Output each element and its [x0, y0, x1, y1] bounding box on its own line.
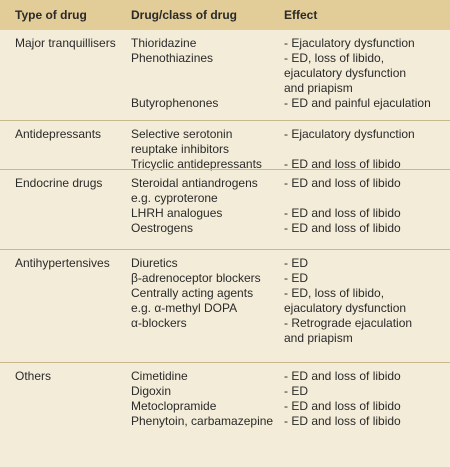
drug-effect: - ED and loss of libido — [284, 176, 401, 190]
drug-effect: - ED, loss of libido, — [284, 286, 385, 300]
drug-effect: - ED and loss of libido — [284, 206, 401, 220]
drug-name: e.g. α-methyl DOPA — [131, 301, 238, 315]
drug-name: Digoxin — [131, 384, 172, 398]
drug-name: Phenothiazines — [131, 51, 214, 65]
drug-name: Thioridazine — [131, 36, 197, 50]
drug-name: Oestrogens — [131, 221, 194, 235]
header-effect: Effect — [284, 8, 318, 22]
table-header — [0, 0, 450, 30]
table-row-group — [0, 120, 450, 169]
table-body — [0, 30, 450, 456]
drug-effect: - ED, loss of libido, — [284, 51, 385, 65]
drug-effect: and priapism — [284, 331, 353, 345]
drug-type-label: Antidepressants — [15, 127, 102, 141]
drug-effect: ejaculatory dysfunction — [284, 66, 407, 80]
drug-name: α-blockers — [131, 316, 187, 330]
header-drug-class: Drug/class of drug — [131, 8, 238, 22]
drug-name: Phenytoin, carbamazepine — [131, 414, 274, 428]
drug-effect: and priapism — [284, 81, 353, 95]
drug-effect: - ED and loss of libido — [284, 414, 401, 428]
drug-effect: ejaculatory dysfunction — [284, 301, 407, 315]
drug-name: Butyrophenones — [131, 96, 219, 110]
drug-effect: - Ejaculatory dysfunction — [284, 127, 415, 141]
drug-name: Selective serotonin — [131, 127, 233, 141]
table-row-group — [0, 30, 450, 120]
drug-type-label: Endocrine drugs — [15, 176, 103, 190]
drug-name: Metoclopramide — [131, 399, 217, 413]
drug-name: Cimetidine — [131, 369, 188, 383]
drug-effect: - ED — [284, 256, 308, 270]
drug-name: Centrally acting agents — [131, 286, 254, 300]
header-type-of-drug: Type of drug — [15, 8, 87, 22]
drug-effect: - ED — [284, 384, 308, 398]
table-row-group — [0, 362, 450, 456]
drug-effect: - ED and painful ejaculation — [284, 96, 431, 110]
drug-name: reuptake inhibitors — [131, 142, 230, 156]
drug-effect: - ED and loss of libido — [284, 369, 401, 383]
drug-name: e.g. cyproterone — [131, 191, 218, 205]
table-row-group — [0, 169, 450, 249]
drug-effect: - ED and loss of libido — [284, 221, 401, 235]
drug-name: Steroidal antiandrogens — [131, 176, 258, 190]
drug-name: Diuretics — [131, 256, 178, 270]
drug-name: LHRH analogues — [131, 206, 223, 220]
drug-type-label: Others — [15, 369, 52, 383]
drug-effect: - ED and loss of libido — [284, 157, 401, 171]
drug-effect: - ED and loss of libido — [284, 399, 401, 413]
drug-name: Tricyclic antidepressants — [131, 157, 262, 171]
table-row-group — [0, 249, 450, 362]
drug-effect: - Ejaculatory dysfunction — [284, 36, 415, 50]
drug-type-label: Major tranquillisers — [15, 36, 116, 50]
drug-type-label: Antihypertensives — [15, 256, 110, 270]
drug-name: β-adrenoceptor blockers — [131, 271, 261, 285]
drug-effect: - ED — [284, 271, 308, 285]
drug-effect: - Retrograde ejaculation — [284, 316, 413, 330]
